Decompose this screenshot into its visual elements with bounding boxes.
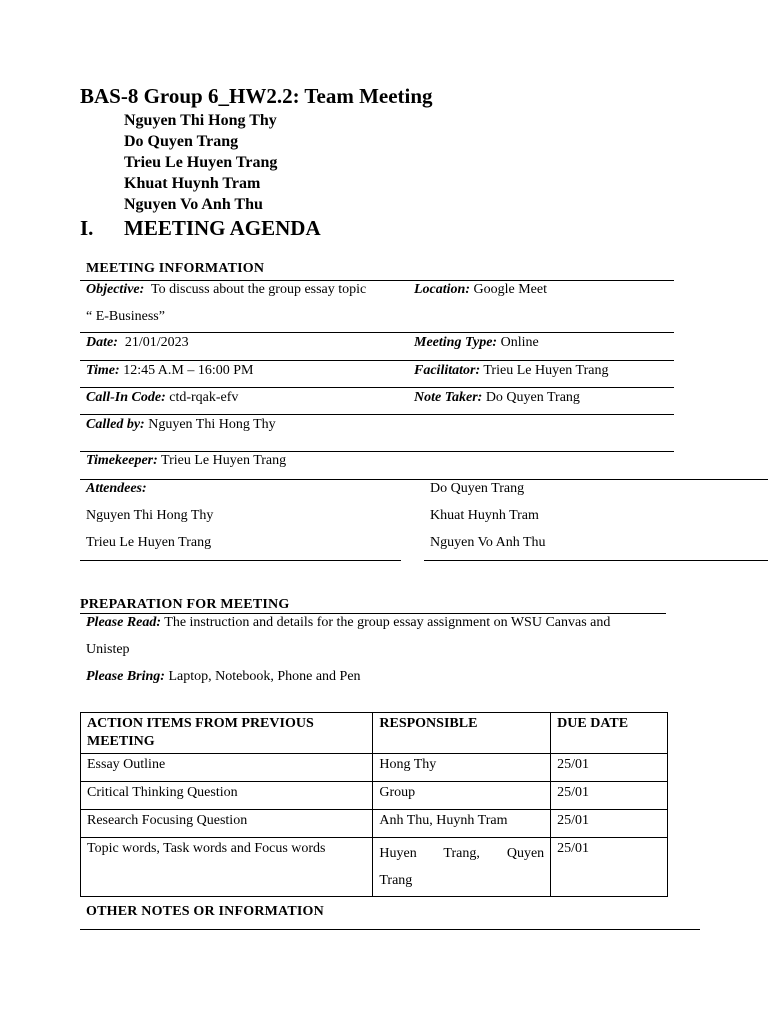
called-by-value: Nguyen Thi Hong Thy — [148, 417, 276, 432]
date-row — [86, 335, 189, 351]
table-row — [81, 838, 668, 897]
time-value: 12:45 A.M – 16:00 PM — [123, 363, 254, 378]
responsible-line: Huyen Trang, Quyen — [379, 846, 545, 861]
table-row — [81, 810, 668, 838]
divider — [80, 332, 674, 333]
note-taker-value: Do Quyen Trang — [485, 390, 580, 405]
member-name: Do Quyen Trang — [124, 133, 239, 150]
objective-label: Objective: — [86, 282, 145, 297]
action-item-cell: Research Focusing Question — [81, 810, 373, 838]
action-item-cell: Essay Outline — [81, 754, 373, 782]
responsible-cell: Anh Thu, Huynh Tram — [373, 810, 551, 838]
responsible-cell: Group — [373, 782, 551, 810]
divider — [80, 280, 674, 281]
facilitator-label: Facilitator: — [414, 363, 481, 378]
attendees-label: Attendees: — [86, 481, 147, 496]
divider — [80, 479, 768, 480]
call-in-code-label: Call-In Code: — [86, 390, 166, 405]
preparation-heading: PREPARATION FOR MEETING — [80, 597, 290, 612]
divider — [80, 613, 666, 614]
column-header-due-date: DUE DATE — [551, 713, 668, 754]
due-date-cell: 25/01 — [551, 838, 668, 897]
objective-row — [86, 282, 366, 298]
member-name: Trieu Le Huyen Trang — [124, 154, 278, 171]
responsible-line: Trang — [379, 873, 413, 888]
member-name: Khuat Huynh Tram — [124, 175, 261, 192]
please-read-value-continued: Unistep — [86, 642, 130, 657]
timekeeper-value: Trieu Le Huyen Trang — [161, 453, 287, 468]
due-date-cell: 25/01 — [551, 782, 668, 810]
attendee-name: Khuat Huynh Tram — [430, 508, 539, 523]
timekeeper-label: Timekeeper: — [86, 453, 158, 468]
column-header-responsible: RESPONSIBLE — [373, 713, 551, 754]
called-by-label: Called by: — [86, 417, 145, 432]
action-item-cell: Topic words, Task words and Focus words — [81, 838, 373, 897]
member-name: Nguyen Vo Anh Thu — [124, 196, 263, 213]
please-read-label: Please Read: — [86, 615, 162, 630]
attendee-name: Nguyen Thi Hong Thy — [86, 508, 214, 523]
please-bring-value: Laptop, Notebook, Phone and Pen — [168, 669, 361, 684]
document-title: BAS-8 Group 6_HW2.2: Team Meeting — [80, 84, 433, 108]
facilitator-row — [414, 363, 608, 379]
attendee-name: Nguyen Vo Anh Thu — [430, 535, 546, 550]
member-name: Nguyen Thi Hong Thy — [124, 112, 277, 129]
time-row — [86, 363, 254, 379]
table-row — [81, 782, 668, 810]
meeting-type-row — [414, 335, 539, 351]
timekeeper-row — [86, 453, 286, 469]
objective-value: To discuss about the group essay topic — [151, 282, 367, 297]
section-title: MEETING AGENDA — [124, 216, 321, 240]
please-bring-row — [86, 669, 361, 685]
call-in-code-row — [86, 390, 238, 406]
responsible-cell — [373, 838, 551, 897]
column-header-action-items: ACTION ITEMS FROM PREVIOUS MEETING — [81, 713, 373, 754]
divider — [424, 560, 768, 561]
location-label: Location: — [414, 282, 470, 297]
note-taker-row — [414, 390, 580, 406]
call-in-code-value: ctd-rqak-efv — [169, 390, 239, 405]
date-label: Date: — [86, 335, 118, 350]
please-read-row — [86, 615, 610, 631]
table-row — [81, 754, 668, 782]
please-bring-label: Please Bring: — [86, 669, 165, 684]
note-taker-label: Note Taker: — [414, 390, 483, 405]
meeting-type-label: Meeting Type: — [414, 335, 498, 350]
responsible-cell: Hong Thy — [373, 754, 551, 782]
facilitator-value: Trieu Le Huyen Trang — [483, 363, 609, 378]
due-date-cell: 25/01 — [551, 810, 668, 838]
other-notes-heading: OTHER NOTES OR INFORMATION — [86, 904, 324, 919]
location-row — [414, 282, 547, 298]
objective-value-continued: “ E-Business” — [86, 309, 165, 324]
divider — [80, 451, 674, 452]
divider — [80, 414, 674, 415]
time-label: Time: — [86, 363, 120, 378]
attendee-name: Do Quyen Trang — [430, 481, 525, 496]
divider — [80, 560, 401, 561]
meeting-type-value: Online — [500, 335, 539, 350]
date-value: 21/01/2023 — [124, 335, 189, 350]
action-items-table — [80, 712, 668, 897]
section-number: I. — [80, 216, 94, 240]
table-header-row — [81, 713, 668, 754]
divider — [80, 929, 700, 930]
called-by-row — [86, 417, 276, 433]
please-read-value: The instruction and details for the group essay assignment on WSU Canvas and — [164, 615, 611, 630]
divider — [80, 387, 674, 388]
action-item-cell: Critical Thinking Question — [81, 782, 373, 810]
due-date-cell: 25/01 — [551, 754, 668, 782]
attendee-name: Trieu Le Huyen Trang — [86, 535, 212, 550]
divider — [80, 360, 674, 361]
meeting-information-heading: MEETING INFORMATION — [86, 261, 265, 276]
location-value: Google Meet — [473, 282, 547, 297]
